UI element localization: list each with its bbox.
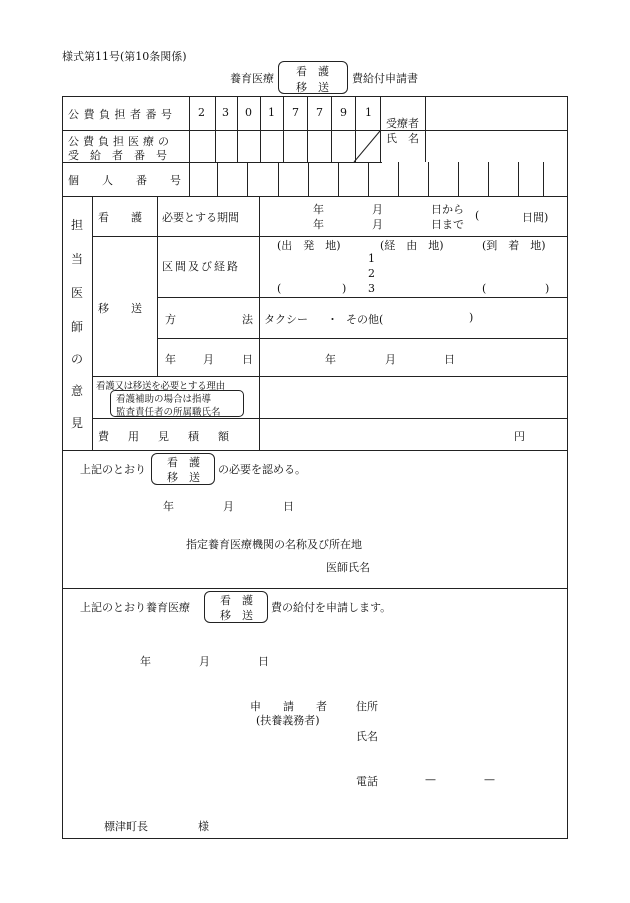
table-rule (217, 162, 218, 196)
doctor-vertical-char-7: 見 (70, 416, 83, 430)
days-paren-open: ( (475, 209, 480, 222)
approval-suffix: の必要を認める。 (218, 463, 306, 476)
application-option-transport: 移 送 (220, 609, 253, 622)
table-rule (247, 162, 248, 196)
table-rule (308, 162, 309, 196)
table-rule (458, 162, 459, 196)
from-year: 年 (313, 203, 324, 216)
date-label-month: 月 (203, 353, 214, 366)
table-rule (62, 196, 568, 197)
application-date-month: 月 (199, 655, 210, 668)
table-rule (307, 96, 308, 162)
transport-date-year: 年 (325, 353, 336, 366)
phone-label: 電話 (356, 775, 378, 788)
payer-number-label: 公費負担者番号 (68, 108, 177, 121)
approval-option-transport: 移 送 (167, 471, 200, 484)
doctor-name-label: 医師氏名 (326, 561, 370, 574)
guardian-label: (扶養義務者) (256, 714, 320, 727)
via-item-1: 1 (368, 252, 375, 265)
table-rule (543, 162, 544, 196)
from-day: 日から (431, 203, 464, 216)
table-rule (278, 162, 279, 196)
table-rule (338, 162, 339, 196)
payer-digit-3: 0 (245, 106, 252, 119)
table-rule (488, 162, 489, 196)
table-rule (425, 96, 426, 162)
phone-dash-1: — (425, 773, 436, 786)
transport-date-month: 月 (385, 353, 396, 366)
table-rule (368, 162, 369, 196)
application-prefix: 上記のとおり養育医療 (80, 601, 190, 614)
route-label: 区間及び経路 (162, 260, 240, 273)
payer-digit-8: 1 (365, 106, 372, 119)
method-close: ) (469, 311, 474, 324)
approval-option-nursing: 看 護 (167, 456, 200, 469)
via-header: (経 由 地) (380, 239, 444, 252)
phone-dash-2: — (484, 773, 495, 786)
title-prefix: 養育医療 (230, 72, 274, 85)
approval-date-month: 月 (223, 500, 234, 513)
honorific-label: 様 (198, 820, 209, 833)
arrival-paren-close: ) (545, 282, 550, 295)
to-month: 月 (372, 218, 383, 231)
table-rule (283, 96, 284, 162)
diagonal-slash (352, 130, 382, 163)
table-rule (62, 130, 568, 131)
doctor-vertical-char-6: 意 (70, 384, 83, 398)
title-suffix: 費給付申請書 (352, 72, 418, 85)
doctor-vertical-char-5: の (70, 352, 83, 366)
payer-digit-1: 2 (198, 106, 205, 119)
method-taxi: タクシー (264, 313, 308, 326)
via-item-2: 2 (368, 267, 375, 280)
doctor-vertical-char-4: 師 (70, 320, 83, 334)
table-rule (62, 450, 568, 451)
departure-header: (出 発 地) (277, 239, 341, 252)
doctor-vertical-char-3: 医 (70, 286, 83, 300)
arrival-paren-open: ( (482, 282, 487, 295)
table-rule (398, 162, 399, 196)
payer-digit-6: 7 (316, 106, 323, 119)
period-label: 必要とする期間 (162, 211, 239, 224)
payer-digit-5: 7 (292, 106, 299, 119)
payer-digit-2: 3 (222, 106, 229, 119)
transport-date-day: 日 (444, 353, 455, 366)
transport-label: 移 送 (98, 302, 142, 315)
approval-date-day: 日 (283, 500, 294, 513)
to-day: 日まで (431, 218, 464, 231)
application-date-year: 年 (140, 655, 151, 668)
address-label: 住所 (356, 700, 378, 713)
applicant-label: 申 請 者 (250, 700, 327, 713)
doctor-vertical-char-2: 当 (70, 252, 83, 266)
table-rule (259, 196, 260, 450)
table-rule (260, 96, 261, 162)
title-option-transport: 移 送 (296, 81, 329, 94)
table-rule (518, 162, 519, 196)
approval-prefix: 上記のとおり (80, 463, 146, 476)
institution-label: 指定養育医療機関の名称及び所在地 (186, 538, 362, 551)
cost-unit: 円 (514, 430, 525, 443)
method-dot: ・ (327, 313, 338, 326)
table-rule (62, 588, 568, 589)
table-rule (237, 96, 238, 162)
table-rule (157, 338, 568, 339)
form-number: 様式第11号(第10条関係) (62, 50, 187, 63)
table-rule (157, 297, 568, 298)
payer-digit-4: 1 (268, 106, 275, 119)
table-rule (215, 96, 216, 162)
method-other: その他( (346, 313, 384, 326)
arrival-header: (到 着 地) (482, 239, 546, 252)
approval-date-year: 年 (163, 500, 174, 513)
table-rule (92, 418, 568, 419)
date-label-year: 年 (165, 353, 176, 366)
title-option-nursing: 看 護 (296, 65, 329, 78)
cost-label: 費 用 見 積 額 (98, 430, 233, 443)
table-rule (428, 162, 429, 196)
name-label: 氏名 (356, 730, 378, 743)
personal-number-label: 個 人 番 号 (68, 174, 187, 187)
application-suffix: 費の給付を申請します。 (271, 601, 392, 614)
method-label-2: 法 (242, 313, 253, 326)
application-date-day: 日 (258, 655, 269, 668)
reason-paren-line1: 看護補助の場合は指導 (116, 394, 212, 405)
method-label-1: 方 (165, 313, 176, 326)
table-rule (157, 196, 158, 376)
reason-paren-line2: 監査責任者の所属職氏名 (116, 407, 221, 418)
payer-digit-7: 9 (340, 106, 347, 119)
to-year: 年 (313, 218, 324, 231)
departure-paren-open: ( (277, 282, 282, 295)
addressee-label: 標津町長 (104, 820, 148, 833)
days-label: 日間) (522, 211, 549, 224)
recipient-label-line2: 氏 名 (386, 132, 419, 145)
table-rule (92, 196, 93, 450)
via-item-3: 3 (368, 282, 375, 295)
table-rule (331, 96, 332, 162)
doctor-vertical-char-1: 担 (70, 218, 83, 232)
departure-paren-close: ) (342, 282, 347, 295)
beneficiary-label-line2: 受 給 者 番 号 (68, 149, 167, 162)
table-rule (189, 96, 190, 196)
date-label-day: 日 (242, 353, 253, 366)
recipient-label-line1: 受療者 (386, 117, 419, 130)
application-option-nursing: 看 護 (220, 594, 253, 607)
beneficiary-label-line1: 公費負担医療の (68, 135, 173, 148)
table-rule (92, 376, 568, 377)
from-month: 月 (372, 203, 383, 216)
reason-label: 看護又は移送を必要とする理由 (96, 381, 225, 392)
nursing-label: 看 護 (98, 211, 142, 224)
